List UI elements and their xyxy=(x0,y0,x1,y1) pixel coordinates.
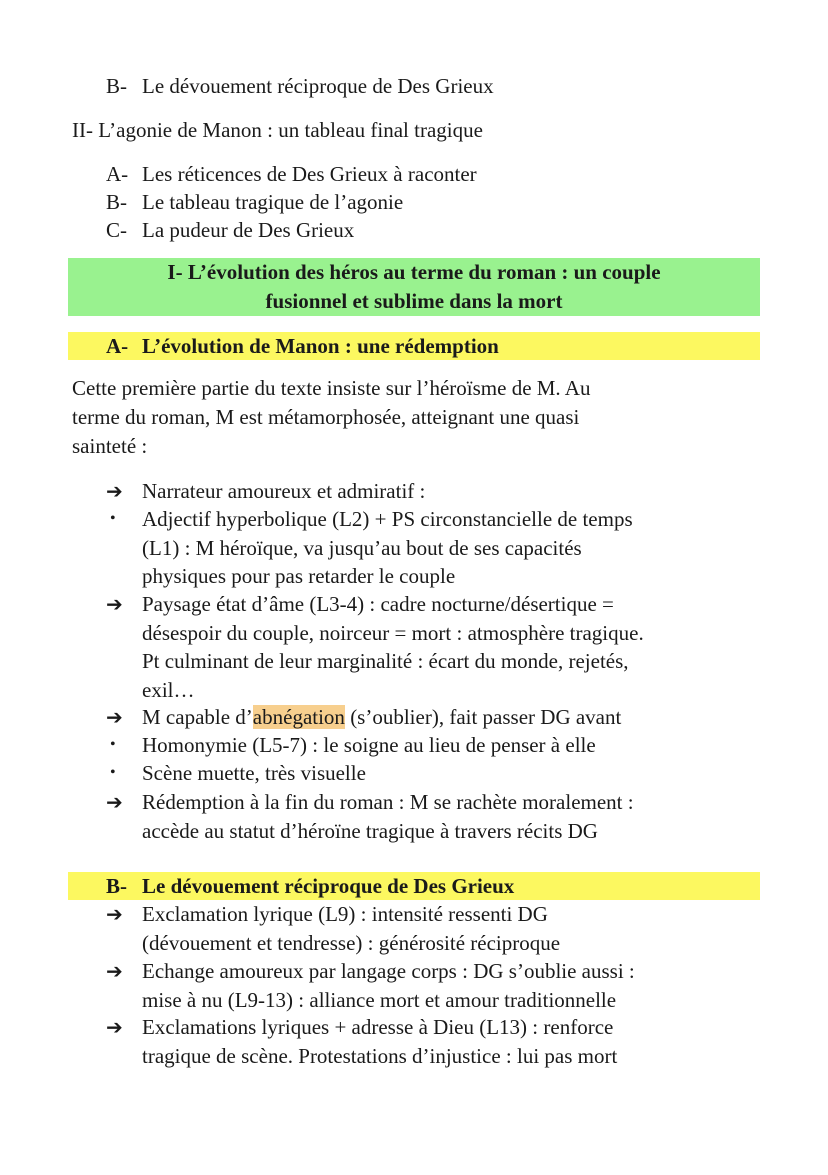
arrow-icon: ➔ xyxy=(106,592,123,616)
section-1-heading: I- L’évolution des héros au terme du roman : un couple fusionnel et sublime dans la mort xyxy=(68,258,760,316)
arrow-icon: ➔ xyxy=(106,705,123,729)
list-item: • Scène muette, très visuelle xyxy=(106,759,766,788)
bullet-icon: • xyxy=(110,736,116,753)
subsection-b-heading: B- Le dévouement réciproque de Des Grieux xyxy=(68,872,760,900)
bullet-icon: • xyxy=(110,510,116,527)
list-item: ➔ Paysage état d’âme (L3-4) : cadre nocturne/désertique = désespoir du couple, noirceur = mort : atmosphère tragique. Pt culminant de leur marginalité : écart du monde, rejetés, exil… xyxy=(106,592,644,702)
arrow-icon: ➔ xyxy=(106,959,123,983)
list-item: • Adjectif hyperbolique (L2) + PS circonstancielle de temps (L1) : M héroïque, va jusqu’au bout de ses capacités physiques pour pas retarder le couple xyxy=(106,505,766,591)
list-item: • Homonymie (L5-7) : le soigne au lieu de penser à elle xyxy=(106,731,766,760)
intro-paragraph: Cette première partie du texte insiste sur l’héroïsme de M. Au terme du roman, M est métamorphosée, atteignant une quasi sainteté : xyxy=(72,376,591,458)
list-item: ➔ Narrateur amoureux et admiratif : xyxy=(106,477,766,506)
outline-part2-item-a: A- Les réticences de Des Grieux à raconter xyxy=(106,162,477,186)
subsection-a-heading: A- L’évolution de Manon : une rédemption xyxy=(68,332,760,360)
list-item: ➔ Exclamations lyriques + adresse à Dieu (L13) : renforce tragique de scène. Protestations d’injustice : lui pas mort xyxy=(106,1015,618,1068)
list-item: ➔ Rédemption à la fin du roman : M se rachète moralement : accède au statut d’héroïne tragique à travers récits DG xyxy=(106,790,634,843)
outline-part2-item-c: C- La pudeur de Des Grieux xyxy=(106,218,355,242)
list-item: ➔ Echange amoureux par langage corps : DG s’oublie aussi : mise à nu (L9-13) : alliance mort et amour traditionnelle xyxy=(106,959,635,1012)
arrow-icon: ➔ xyxy=(106,1015,123,1039)
list-item: ➔ M capable d’abnégation (s’oublier), fait passer DG avant xyxy=(106,703,766,732)
outline-part2-item-b: B- Le tableau tragique de l’agonie xyxy=(106,190,404,214)
arrow-icon: ➔ xyxy=(106,479,123,503)
bullet-icon: • xyxy=(110,764,116,781)
highlighted-word: abnégation xyxy=(252,705,345,729)
arrow-icon: ➔ xyxy=(106,790,123,814)
arrow-icon: ➔ xyxy=(106,902,123,926)
outline-part-2: II- L’agonie de Manon : un tableau final tragique xyxy=(72,118,483,142)
list-item: ➔ Exclamation lyrique (L9) : intensité ressenti DG (dévouement et tendresse) : générosité réciproque xyxy=(106,902,561,955)
outline-item-b: B- Le dévouement réciproque de Des Grieux xyxy=(106,74,494,98)
